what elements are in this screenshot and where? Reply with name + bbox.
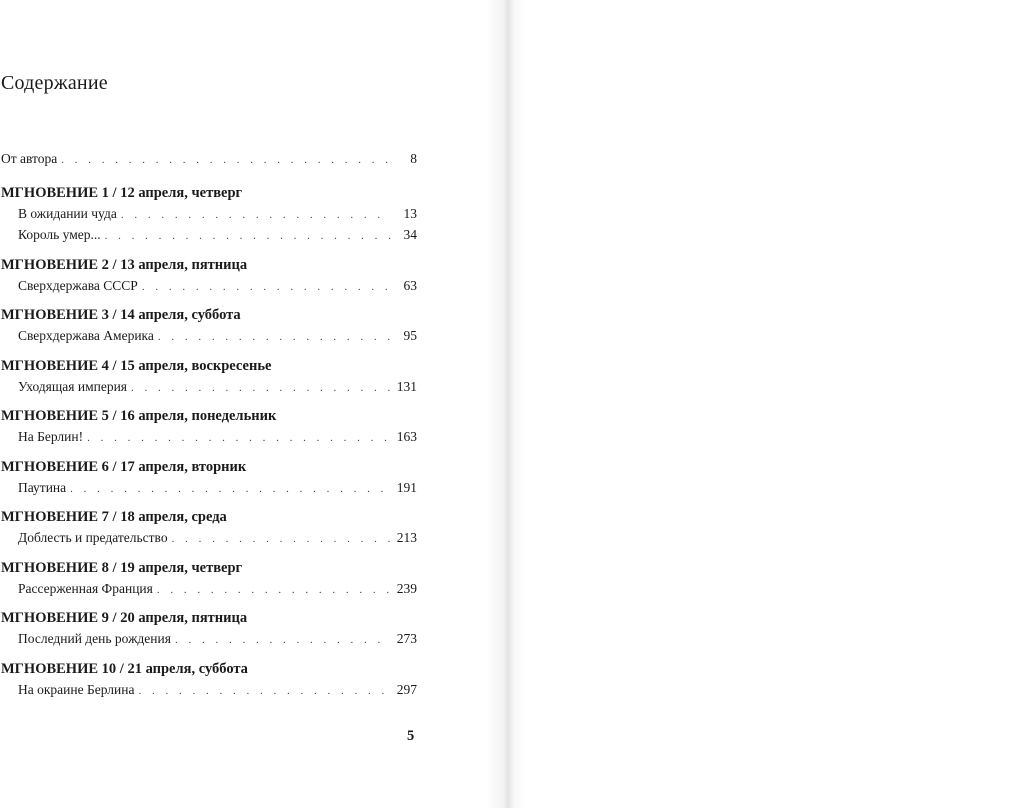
dot-leader — [142, 277, 391, 298]
dot-leader — [172, 529, 391, 550]
toc-entry-page: 131 — [396, 378, 417, 394]
toc-section-heading[interactable]: МГНОВЕНИЕ 6 / 17 апреля, вторник — [1, 458, 247, 475]
toc-section-heading[interactable]: МГНОВЕНИЕ 1 / 12 апреля, четверг — [1, 184, 243, 201]
toc-entry-page: 95 — [403, 328, 417, 343]
toc-entry-page: 63 — [403, 277, 417, 293]
toc-entry-page: 163 — [396, 429, 417, 444]
toc-entry[interactable] — [1, 276, 417, 298]
toc-entry[interactable] — [1, 478, 417, 500]
toc-section — [1, 255, 417, 298]
toc-entry-page: 213 — [396, 530, 417, 545]
toc-sections — [1, 183, 417, 702]
toc-section — [1, 183, 417, 247]
toc-entry-title: Сверхдержава СССР — [18, 277, 138, 293]
toc-section-heading[interactable]: МГНОВЕНИЕ 5 / 16 апреля, понедельник — [1, 408, 277, 424]
right-page — [508, 0, 1018, 808]
dot-leader — [87, 428, 391, 449]
toc-section — [1, 305, 417, 348]
toc-entry-title: В ожидании чуда — [18, 205, 117, 221]
toc-section-heading[interactable]: МГНОВЕНИЕ 3 / 14 апреля, суббота — [1, 307, 241, 323]
toc-entry-title: Король умер... — [18, 227, 101, 242]
dot-leader — [121, 205, 391, 226]
toc-entry-intro[interactable] — [1, 149, 417, 171]
dot-leader — [157, 580, 391, 601]
toc-entry-page: 13 — [403, 205, 417, 221]
dot-leader — [105, 226, 391, 247]
toc-entry-title: Уходящая империя — [18, 378, 128, 394]
toc-section-heading[interactable]: МГНОВЕНИЕ 10 / 21 апреля, суббота — [1, 660, 248, 677]
toc-section-heading[interactable]: МГНОВЕНИЕ 8 / 19 апреля, четверг — [1, 559, 243, 576]
toc-left-column — [1, 149, 417, 709]
toc-section — [1, 457, 417, 500]
toc-entry-title: На окраине Берлина — [18, 681, 135, 697]
toc-entry[interactable] — [1, 680, 417, 702]
toc-entry-page: 34 — [403, 227, 417, 242]
toc-entry[interactable] — [1, 629, 417, 651]
toc-entry-page: 297 — [396, 681, 417, 697]
toc-entry[interactable] — [1, 204, 417, 226]
toc-section — [1, 659, 417, 702]
toc-entry[interactable] — [1, 528, 417, 550]
toc-entry-title: От автора — [1, 151, 58, 166]
toc-title: Содержание — [1, 72, 108, 94]
toc-section — [1, 406, 417, 449]
dot-leader — [61, 150, 391, 171]
toc-entry-page: 191 — [396, 479, 417, 495]
toc-entry[interactable] — [1, 579, 417, 601]
toc-entry[interactable] — [1, 326, 417, 348]
dot-leader — [175, 630, 391, 651]
toc-section-heading[interactable]: МГНОВЕНИЕ 7 / 18 апреля, среда — [1, 509, 227, 525]
toc-section-heading[interactable]: МГНОВЕНИЕ 2 / 13 апреля, пятница — [1, 256, 248, 273]
dot-leader — [131, 378, 391, 399]
toc-entry-title: На Берлин! — [18, 429, 84, 444]
toc-entry-title: Рассерженная Франция — [18, 580, 153, 596]
toc-section — [1, 608, 417, 651]
toc-entry[interactable] — [1, 225, 417, 247]
toc-entry[interactable] — [1, 427, 417, 449]
toc-section-heading[interactable]: МГНОВЕНИЕ 9 / 20 апреля, пятница — [1, 610, 248, 626]
left-page — [0, 0, 508, 808]
toc-entry-title: Последний день рождения — [18, 631, 171, 646]
toc-entry-title: Доблесть и предательство — [18, 530, 168, 545]
dot-leader — [158, 327, 391, 348]
toc-section — [1, 507, 417, 550]
toc-entry-page: 273 — [396, 631, 417, 646]
dot-leader — [70, 479, 391, 500]
toc-section — [1, 356, 417, 399]
toc-entry-page: 239 — [396, 580, 417, 596]
toc-entry[interactable] — [1, 377, 417, 399]
toc-entry-title: Паутина — [18, 479, 67, 495]
dot-leader — [138, 681, 391, 702]
page-number: 5 — [407, 728, 415, 744]
toc-section — [1, 558, 417, 601]
toc-section-heading[interactable]: МГНОВЕНИЕ 4 / 15 апреля, воскресенье — [1, 357, 272, 374]
toc-entry-title: Сверхдержава Америка — [18, 328, 154, 343]
toc-entry-page: 8 — [410, 151, 417, 166]
